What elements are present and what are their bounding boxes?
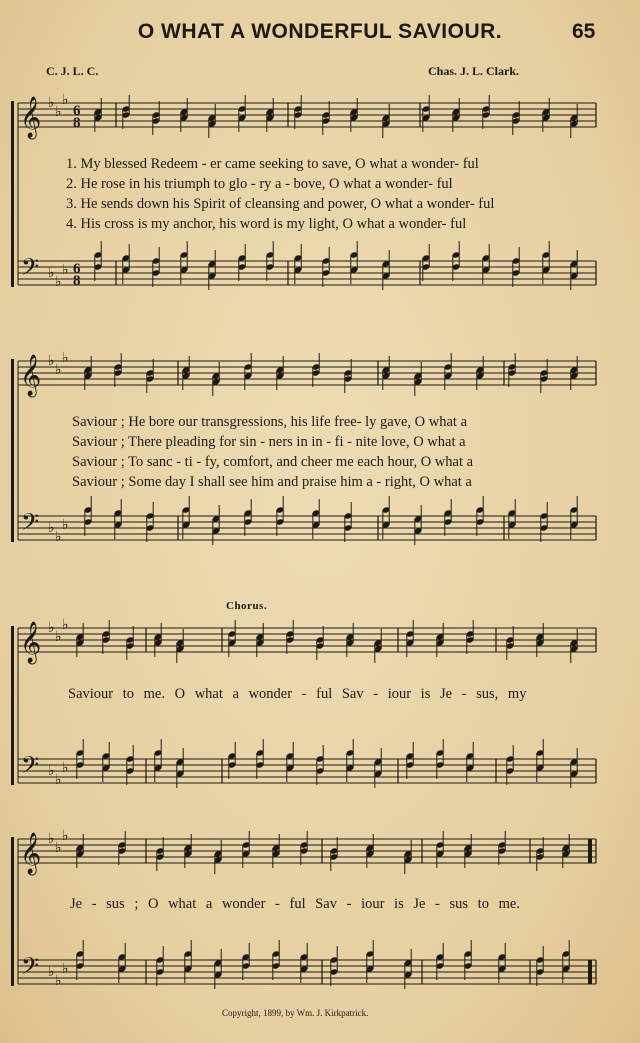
flat-sign: ♭ [48,95,55,111]
verse-3-line-1: 3. He sends down his Spirit of cleansing and power, O what a wonder- ful [66,196,495,212]
time-signature-top: 6 [73,261,81,277]
bass-clef: 𝄢 [21,508,40,541]
flat-sign: ♭ [48,620,55,636]
flat-sign: ♭ [62,350,69,366]
flat-sign: ♭ [55,772,62,788]
flat-sign: ♭ [62,828,69,844]
flat-sign: ♭ [48,964,55,980]
flat-sign: ♭ [48,353,55,369]
treble-clef: 𝄞 [20,833,42,874]
flat-sign: ♭ [55,362,62,378]
flat-sign: ♭ [55,274,62,290]
flat-sign: ♭ [48,831,55,847]
system-bracket [11,626,14,785]
bass-clef: 𝄢 [21,751,40,784]
bass-clef: 𝄢 [21,952,40,985]
flat-sign: ♭ [55,529,62,545]
flat-sign: ♭ [48,265,55,281]
system-bracket [11,101,14,287]
verse-3-line-2: Saviour ; To sanc - ti - fy, comfort, and cheer me each hour, O what a [72,454,474,470]
bass-clef: 𝄢 [21,253,40,286]
flat-sign: ♭ [55,629,62,645]
final-barline [588,839,592,863]
lyricist-credit: C. J. L. C. [46,64,99,78]
chorus-lyric-line-2: Je - sus ; O what a wonder - ful Sav - iour is Je - sus to me. [70,896,520,912]
treble-clef: 𝄞 [20,97,42,138]
verse-4-line-1: 4. His cross is my anchor, his word is my light, O what a wonder- ful [66,216,467,232]
flat-sign: ♭ [55,840,62,856]
treble-clef: 𝄞 [20,622,42,663]
system-bracket [11,359,14,542]
flat-sign: ♭ [62,961,69,977]
flat-sign: ♭ [55,973,62,989]
page-number: 65 [572,20,596,43]
flat-sign: ♭ [62,262,69,278]
verse-2-line-1: 2. He rose in his triumph to glo - ry a - bove, O what a wonder- ful [66,176,453,192]
chorus-lyric-line-1: Saviour to me. O what a wonder - ful Sav - iour is Je - sus, my [68,686,527,702]
verse-1-line-1: 1. My blessed Redeem - er came seeking to save, O what a wonder- ful [66,156,479,172]
time-signature-top: 6 [73,103,81,119]
copyright-notice: Copyright, 1899, by Wm. J. Kirkpatrick. [222,1008,369,1018]
flat-sign: ♭ [62,617,69,633]
composer-credit: Chas. J. L. Clark. [428,64,520,78]
time-signature-bottom: 8 [73,115,81,131]
verse-4-line-2: Saviour ; Some day I shall see him and praise him a - right, O what a [72,474,472,490]
flat-sign: ♭ [48,763,55,779]
hymn-title: O WHAT A WONDERFUL SAVIOUR. [137,20,503,43]
flat-sign: ♭ [48,520,55,536]
treble-clef: 𝄞 [20,355,42,396]
verse-2-line-2: Saviour ; There pleading for sin - ners in in - fi - nite love, O what a [72,434,466,450]
flat-sign: ♭ [55,104,62,120]
flat-sign: ♭ [62,92,69,108]
chorus-label: Chorus. [226,600,268,612]
time-signature-bottom: 8 [73,273,81,289]
final-barline [588,960,592,984]
flat-sign: ♭ [62,517,69,533]
system-bracket [11,837,14,986]
flat-sign: ♭ [62,760,69,776]
verse-1-line-2: Saviour ; He bore our transgressions, his life free- ly gave, O what a [72,414,468,430]
